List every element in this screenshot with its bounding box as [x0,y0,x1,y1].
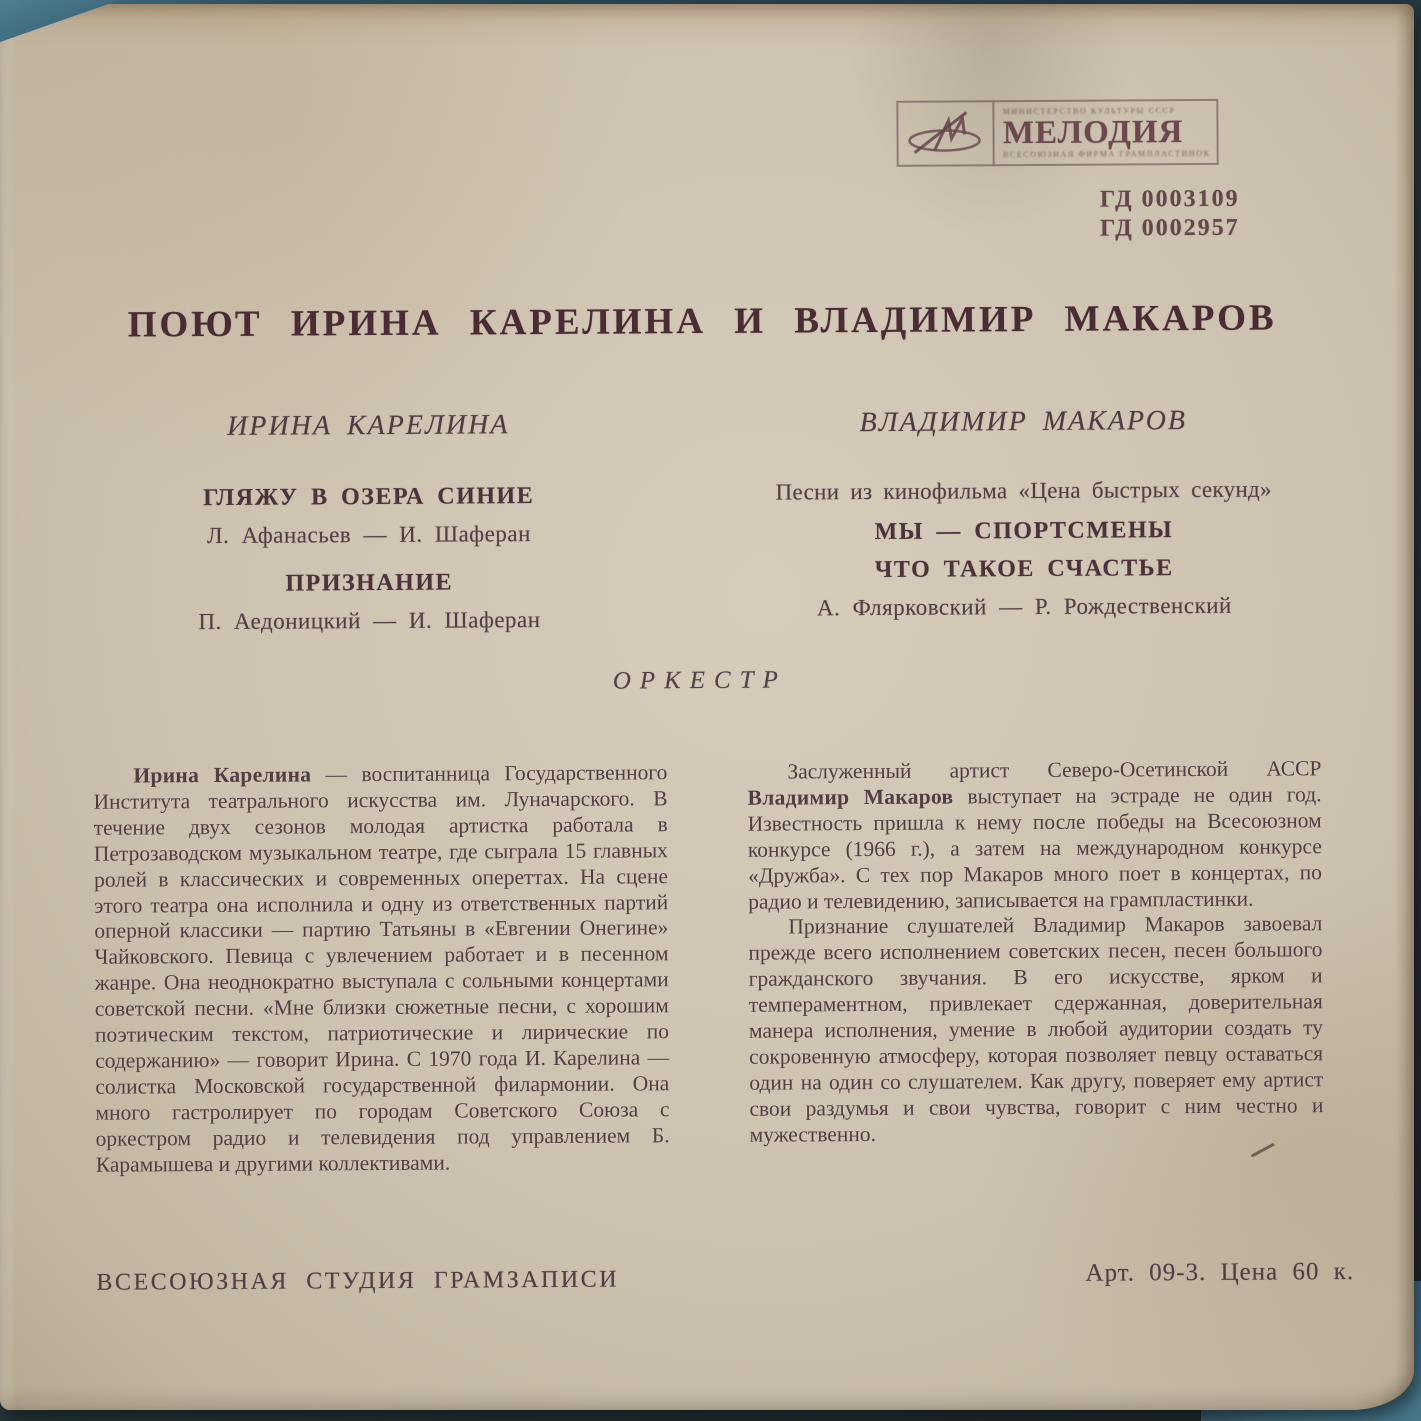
bio-paragraph [747,756,1322,915]
catalog-number-2: ГД 0002957 [1100,214,1240,242]
catalog-numbers [1100,185,1240,244]
bio-text: Заслуженный артист Северо-Осетинской АССР [787,756,1322,784]
track-title: ЧТО ТАКОЕ СЧАСТЬЕ [874,555,1174,583]
track-credits: А. Флярковский — Р. Рождественский [816,592,1232,621]
article-price: Арт. 09-3. Цена 60 к. [1085,1258,1355,1287]
melodiya-logo-text [995,101,1217,164]
record-sleeve-back-cover [0,4,1414,1410]
film-note: Песни из кинофильма «Цена быстрых секунд» [775,476,1272,505]
bio-paragraph [93,760,670,1178]
catalog-number-1: ГД 0003109 [1099,185,1240,213]
orchestra-line: ОРКЕСТР [612,666,787,695]
bio-text: выступает на эстраде не один год. Известность пришла к нему после победы на Всесоюзном конкурсе (1966 г.), а затем на международном конкурсе «Дружба». С тех пор Макаров много поет в концертах, по радио и телевидению, записывается на грампластинки. [747,782,1323,914]
melodiya-lyre-icon [905,108,987,158]
bio-irina-karelina [93,760,670,1178]
track-title: ГЛЯЖУ В ОЗЕРА СИНИЕ [203,483,535,512]
tracklist-left [89,482,650,635]
artist-name-left: ИРИНА КАРЕЛИНА [227,409,510,442]
bio-lead-name: Ирина Карелина [133,762,312,788]
track-title: ПРИЗНАНИЕ [285,569,454,597]
bio-text: — воспитанница Государственного Института театрального искусства им. Луначарского. В течение двух сезонов молодая артистка работала в Петрозаводском музыкальном театре, где сыграла 15 главных ролей в классических и современных опереттах. На сцене этого театра она исполнила и одну из ответственных партий оперной классики — партию Татьяны в «Евгении Онегине» Чайковского. Певица с увлечением работает и в песенном жанре. Она неоднократно выступала с сольными концертами советской песни. «Мне близки сюжетные песни, с хорошим поэтическим текстом, патриотические и лирические по содержанию» — говорит Ирина. С 1970 года И. Карелина — солистка Московской государственной филармонии. Она много гастролирует по городам Советского Союза с оркестром радио и телевидения под управлением Б. Карамышева и другими коллективами. [93,760,670,1177]
melodiya-logo [896,99,1218,167]
track-title: МЫ — СПОРТСМЕНЫ [874,517,1174,545]
firm-line: ВСЕСОЮЗНАЯ ФИРМА ГРАМПЛАСТИНОК [1002,148,1211,160]
studio-credit: ВСЕСОЮЗНАЯ СТУДИЯ ГРАМЗАПИСИ [96,1266,620,1296]
tracklist-right [727,476,1322,622]
track-credits: Л. Афанасьев — И. Шаферан [206,521,531,549]
album-title: ПОЮТ ИРИНА КАРЕЛИНА И ВЛАДИМИР МАКАРОВ [127,297,1277,346]
track-credits: П. Аедоницкий — И. Шаферан [198,607,541,635]
melodiya-wordmark: МЕЛОДИЯ [1002,114,1184,152]
ministry-line: МИНИСТЕРСТВО КУЛЬТУРЫ СССР [1002,106,1176,117]
bio-vladimir-makarov [747,756,1323,1148]
bio-lead-name: Владимир Макаров [747,784,954,810]
bio-paragraph: Признание слушателей Владимир Макаров завоевал прежде всего исполнением советских песен, песен большого гражданского звучания. В его искусстве, ярком и темпераментном, привлекает сдержанная, доверительная манера исполнения, умение в любой аудитории создать ту сокровенную атмосферу, которая позволяет певцу оставаться один на один со слушателем. Как другу, поверяет ему артист свои раздумья и свои чувства, говорит с ним честно и мужественно. [748,911,1324,1147]
melodiya-logo-mark-cell [898,102,995,165]
artist-name-right: ВЛАДИМИР МАКАРОВ [859,405,1188,439]
